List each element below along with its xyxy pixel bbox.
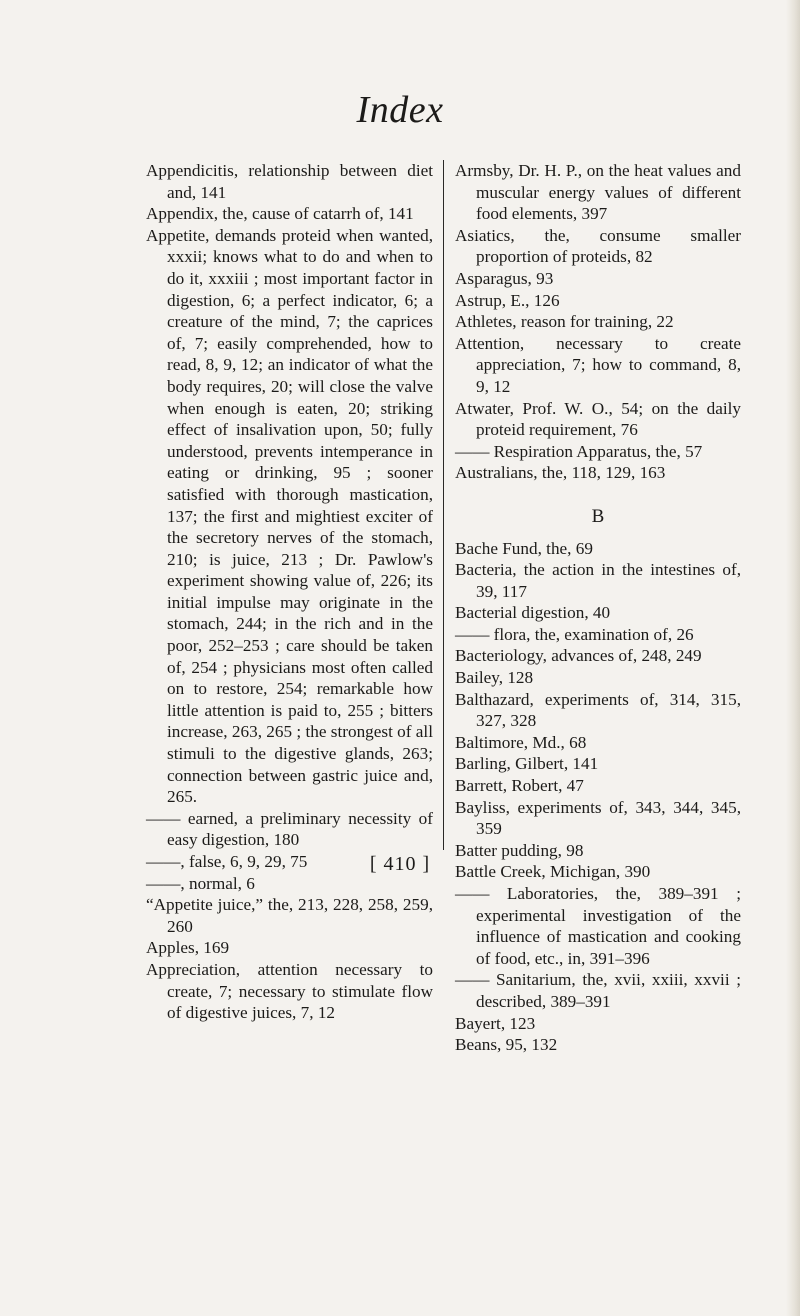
index-entry: —— flora, the, examination of, 26 bbox=[455, 624, 694, 644]
index-entry: Balthazard, experiments of, 314, 315, 327, 328 bbox=[455, 689, 741, 731]
index-entry: —— Sanitarium, the, xvii, xxiii, xxvii ; described, 389–391 bbox=[455, 970, 741, 1011]
index-entry: Armsby, Dr. H. P., on the heat values and muscular energy values of different food elements, 397 bbox=[455, 161, 741, 224]
index-entry: Athletes, reason for training, 22 bbox=[455, 312, 674, 332]
index-entry: “Appetite juice,” the, 213, 228, 258, 259, 260 bbox=[146, 895, 433, 936]
index-entry: ——, normal, 6 bbox=[146, 873, 255, 893]
page-title: Index bbox=[356, 89, 444, 131]
index-entry: Asparagus, 93 bbox=[455, 268, 554, 288]
index-entry: Appendix, the, cause of catarrh of, 141 bbox=[146, 204, 414, 224]
index-entry: —— earned, a preliminary necessity of easy digestion, 180 bbox=[146, 808, 433, 850]
index-entry: Bache Fund, the, 69 bbox=[455, 538, 593, 558]
page-edge bbox=[786, 0, 800, 1316]
index-entry: Batter pudding, 98 bbox=[455, 840, 584, 860]
index-entry: Battle Creek, Michigan, 390 bbox=[455, 862, 651, 882]
index-entry: Astrup, E., 126 bbox=[455, 290, 560, 310]
index-entry: Bacterial digestion, 40 bbox=[455, 603, 611, 623]
index-column-left bbox=[146, 160, 433, 1024]
index-entry: Attention, necessary to create appreciation, 7; how to command, 8, 9, 12 bbox=[455, 333, 741, 396]
index-entry: Bacteriology, advances of, 248, 249 bbox=[455, 646, 702, 666]
index-entry: Barling, Gilbert, 141 bbox=[455, 754, 599, 774]
index-entry: Appetite, demands proteid when wanted, xxxii; knows what to do and when to do it, xxxiii ; most important factor in digestion, 6; a perfect indicator, 6; a creature of the mind, 7; the caprices of, 7; easily comprehended, how to read, 8, 9, 12; an indicator of what the body requires, 20; will close the valve when enough is eaten, 20; striking effect of insalivation upon, 50; fully understood, prevents intemperance in eating or drinking, 95 ; sooner satisfied with thorough mastication, 137; the first and mightiest exciter of the secretory nerves of the stomach, 210; is juice, 213 ; Dr. Pawlow's experiment showing value of, 226; its initial impulse may originate in the stomach, 244; in the rich and in the poor, 252–253 ; care should be taken of, 254 ; physicians most often called on to restore, 254; remarkable how little attention is paid to, 255 ; bitters increase, 263, 265 ; the strongest of all stimuli to the digestive glands, 263; connection between gastric juice and, 265. bbox=[146, 225, 433, 807]
index-entry: Bacteria, the action in the intestines of, 39, 117 bbox=[455, 560, 741, 601]
section-letter-heading: B bbox=[591, 505, 605, 527]
index-entry: Appendicitis, relationship between diet and, 141 bbox=[146, 161, 433, 202]
index-entry: Beans, 95, 132 bbox=[455, 1035, 558, 1055]
index-entry: Bailey, 128 bbox=[455, 668, 534, 688]
column-divider bbox=[443, 160, 444, 850]
index-entry: —— Laboratories, the, 389–391 ; experimental investigation of the influence of mastication and cooking of food, etc., in, 391–396 bbox=[455, 884, 741, 968]
index-entry: Atwater, Prof. W. O., 54; on the daily proteid requirement, 76 bbox=[455, 398, 741, 440]
index-column-right bbox=[455, 160, 741, 1056]
index-entry: ——, false, 6, 9, 29, 75 bbox=[146, 852, 308, 871]
index-entry: Baltimore, Md., 68 bbox=[455, 732, 587, 752]
index-entry: Appreciation, attention necessary to create, 7; necessary to stimulate flow of digestive juices, 7, 12 bbox=[146, 959, 433, 1023]
index-entry: Apples, 169 bbox=[146, 938, 230, 958]
index-entry: Barrett, Robert, 47 bbox=[455, 776, 584, 796]
page-number: [ 410 ] bbox=[369, 853, 431, 875]
index-entry: Bayert, 123 bbox=[455, 1013, 536, 1033]
index-entry: Asiatics, the, consume smaller proportion of proteids, 82 bbox=[455, 225, 741, 267]
index-entry: —— Respiration Apparatus, the, 57 bbox=[455, 441, 703, 461]
index-entry: Australians, the, 118, 129, 163 bbox=[455, 463, 666, 483]
index-entry: Bayliss, experiments of, 343, 344, 345, 359 bbox=[455, 797, 741, 839]
